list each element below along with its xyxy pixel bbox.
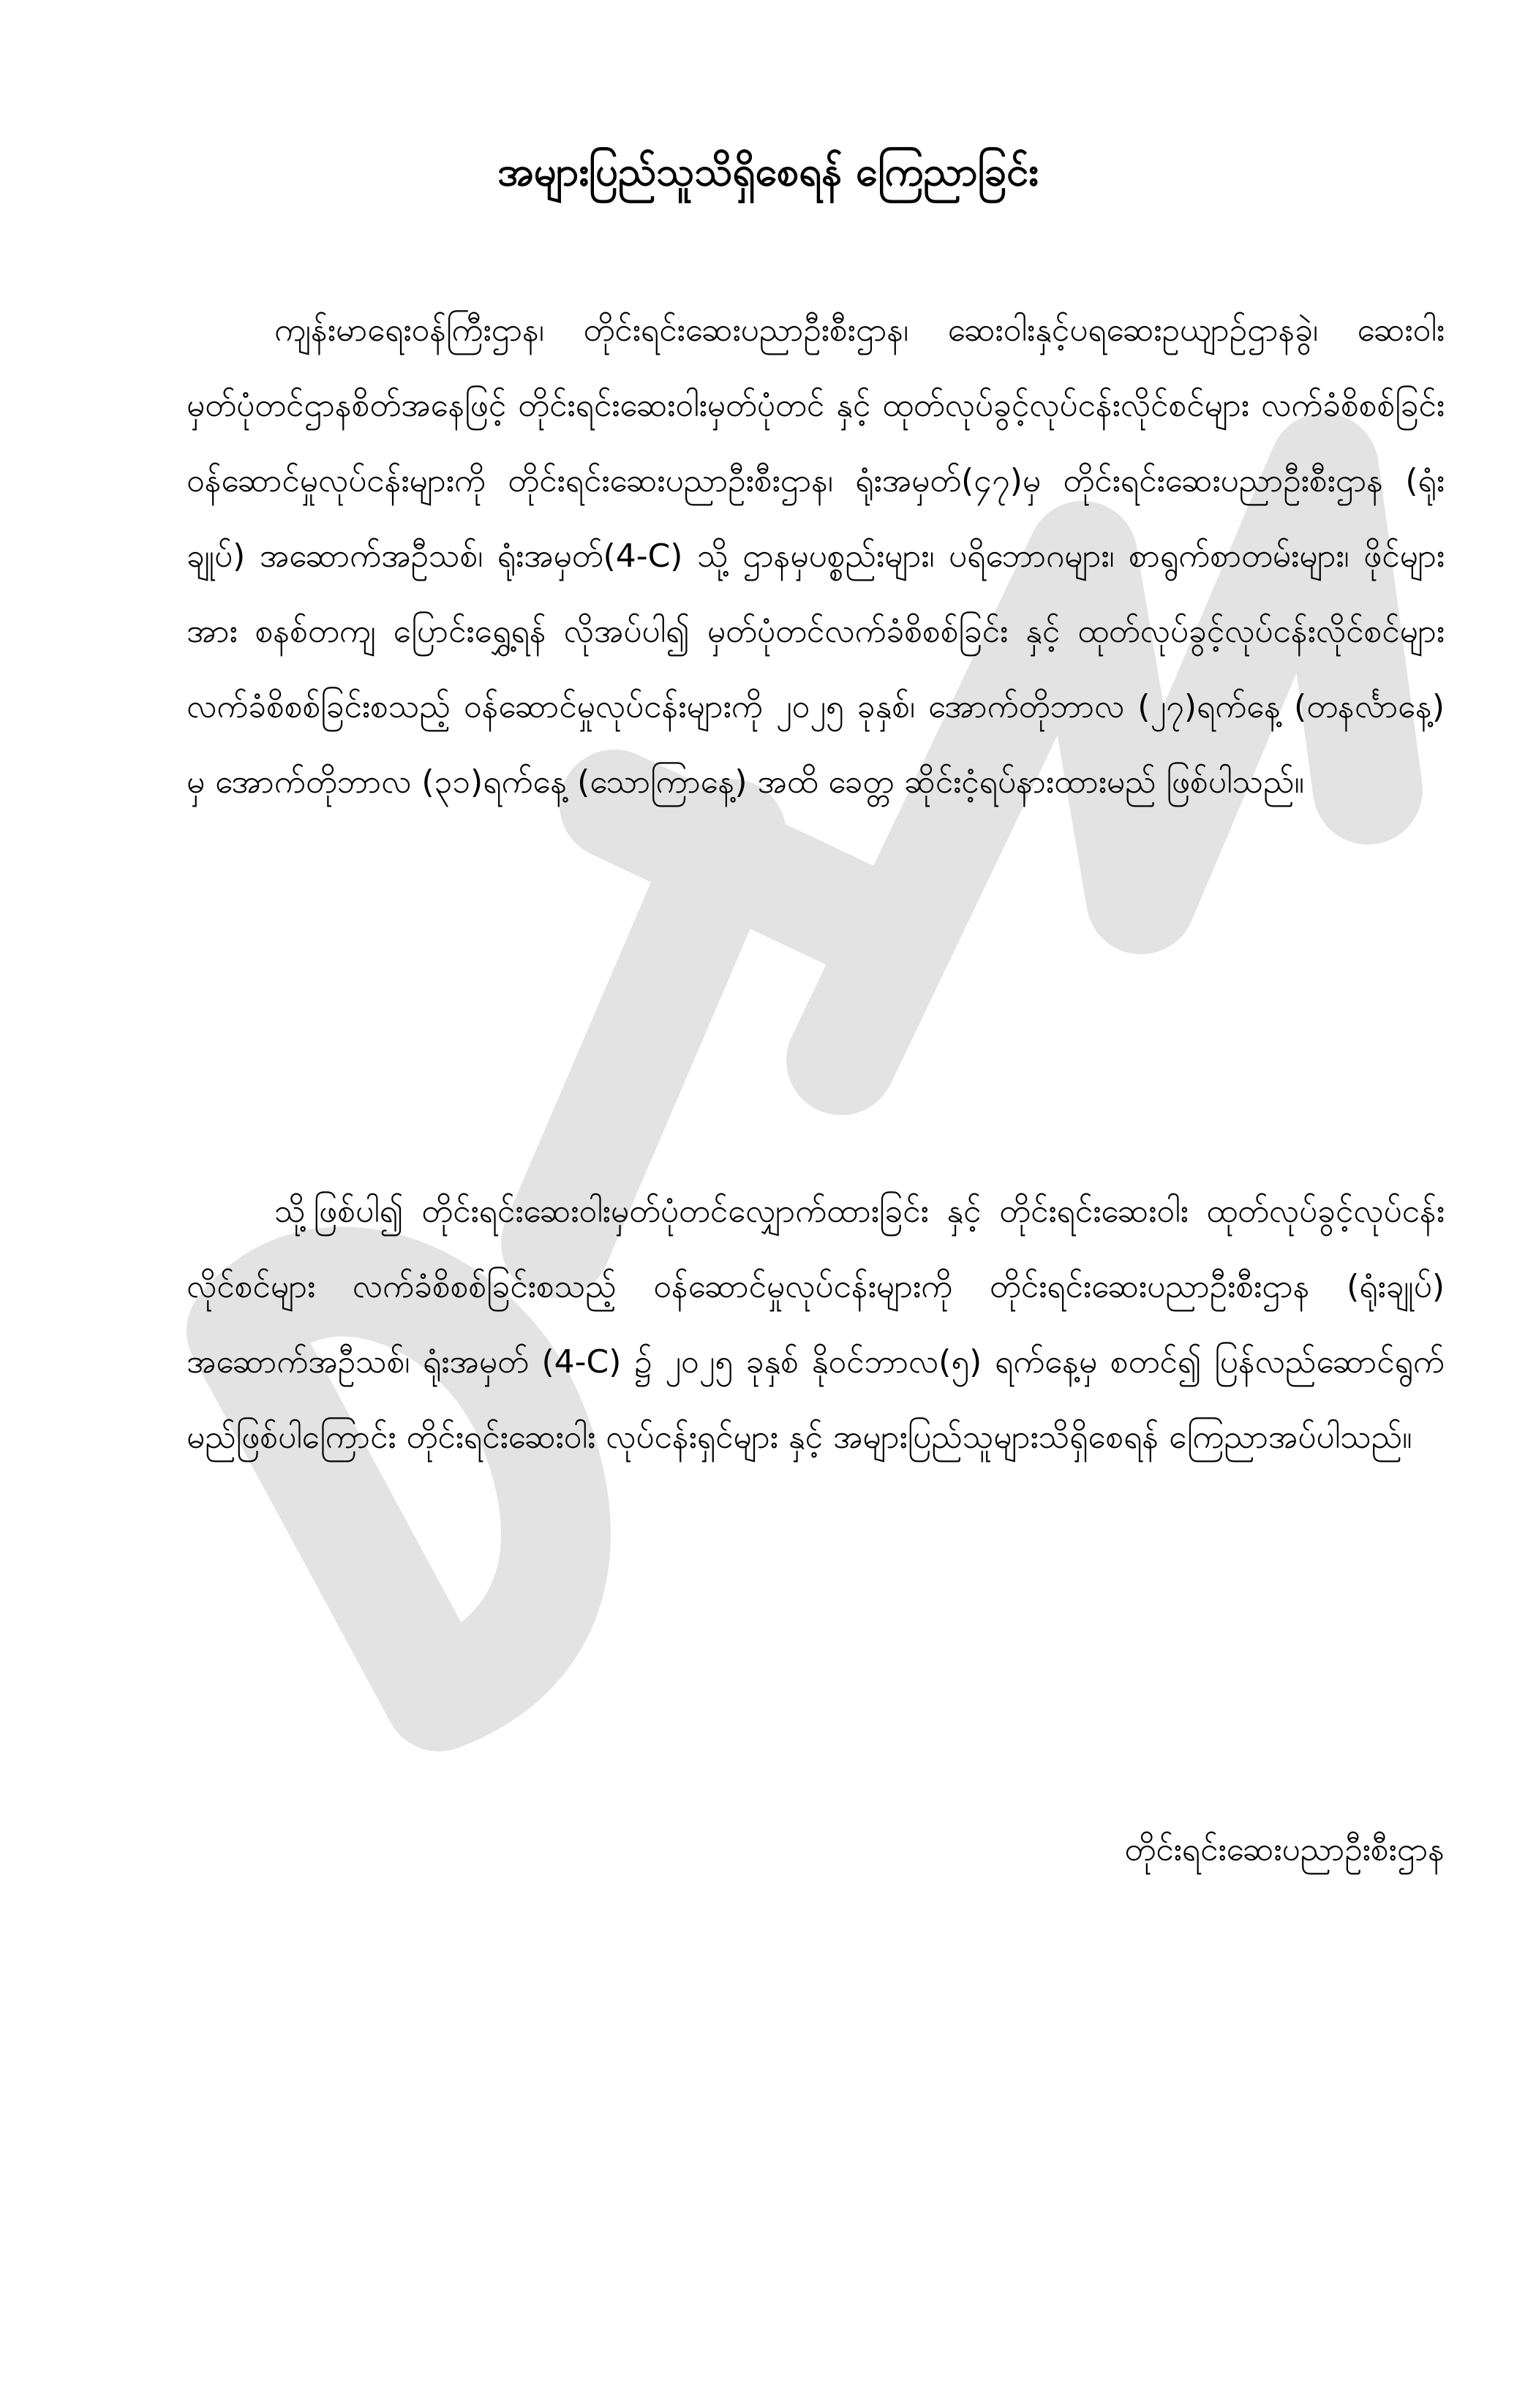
page-title: အများပြည်သူသိရှိစေရန် ကြေညာခြင်း xyxy=(497,148,1039,195)
department-signature: တိုင်းရင်းဆေးပညာဦးစီးဌာန xyxy=(1124,1831,1445,1868)
announcement-paragraph-2: သို့ဖြစ်ပါ၍ တိုင်းရင်းဆေးဝါးမှတ်ပုံတင်လျှောက်ထားခြင်း နှင့် တိုင်းရင်းဆေးဝါး ထုတ်လုပ်ခွင့်လုပ်ငန်းလိုင်စင်များ လက်ခံစိစစ်ခြင်းစသည့် ဝန်ဆောင်မှုလုပ်ငန်းများကို တိုင်းရင်းဆေးပညာဦးစီးဌာန (ရုံးချုပ်) အဆောက်အဦသစ်၊ ရုံးအမှတ် (4-C) ၌ ၂၀၂၅ ခုနှစ် နိုဝင်ဘာလ(၅) ရက်နေ့မှ စတင်၍ ပြန်လည်ဆောင်ရွက်မည်ဖြစ်ပါကြောင်း တိုင်းရင်းဆေးဝါး လုပ်ငန်းရှင်များ နှင့် အများပြည်သူများသိရှိစေရန် ကြေညာအပ်ပါသည်။ xyxy=(187,1193,1445,1456)
announcement-paragraph-1: ကျန်းမာရေးဝန်ကြီးဌာန၊ တိုင်းရင်းဆေးပညာဦးစီးဌာန၊ ဆေးဝါးနှင့်ပရဆေးဥယျာဉ်ဌာနခွဲ၊ ဆေးဝါးမှတ်ပုံတင်ဌာနစိတ်အနေဖြင့် တိုင်းရင်းဆေးဝါးမှတ်ပုံတင် နှင့် ထုတ်လုပ်ခွင့်လုပ်ငန်းလိုင်စင်များ လက်ခံစိစစ်ခြင်း ဝန်ဆောင်မှုလုပ်ငန်းများကို တိုင်းရင်းဆေးပညာဦးစီးဌာန၊ ရုံးအမှတ်(၄၇)မှ တိုင်းရင်းဆေးပညာဦးစီးဌာန (ရုံးချုပ်) အဆောက်အဦသစ်၊ ရုံးအမှတ်(4-C) သို့ ဌာနမှပစ္စည်းများ၊ ပရိဘောဂများ၊ စာရွက်စာတမ်းများ၊ ဖိုင်များအား စနစ်တကျ ပြောင်းရွှေ့ရန် လိုအပ်ပါ၍ မှတ်ပုံတင်လက်ခံစိစစ်ခြင်း နှင့် ထုတ်လုပ်ခွင့်လုပ်ငန်းလိုင်စင်များလက်ခံစိစစ်ခြင်းစသည့် ဝန်ဆောင်မှုလုပ်ငန်းများကို ၂၀၂၅ ခုနှစ်၊ အောက်တိုဘာလ (၂၇)ရက်နေ့ (တနင်္လာနေ့) မှ အောက်တိုဘာလ (၃၁)ရက်နေ့ (သောကြာနေ့) အထိ ခေတ္တ ဆိုင်းငံ့ရပ်နားထားမည် ဖြစ်ပါသည်။ xyxy=(187,312,1445,801)
